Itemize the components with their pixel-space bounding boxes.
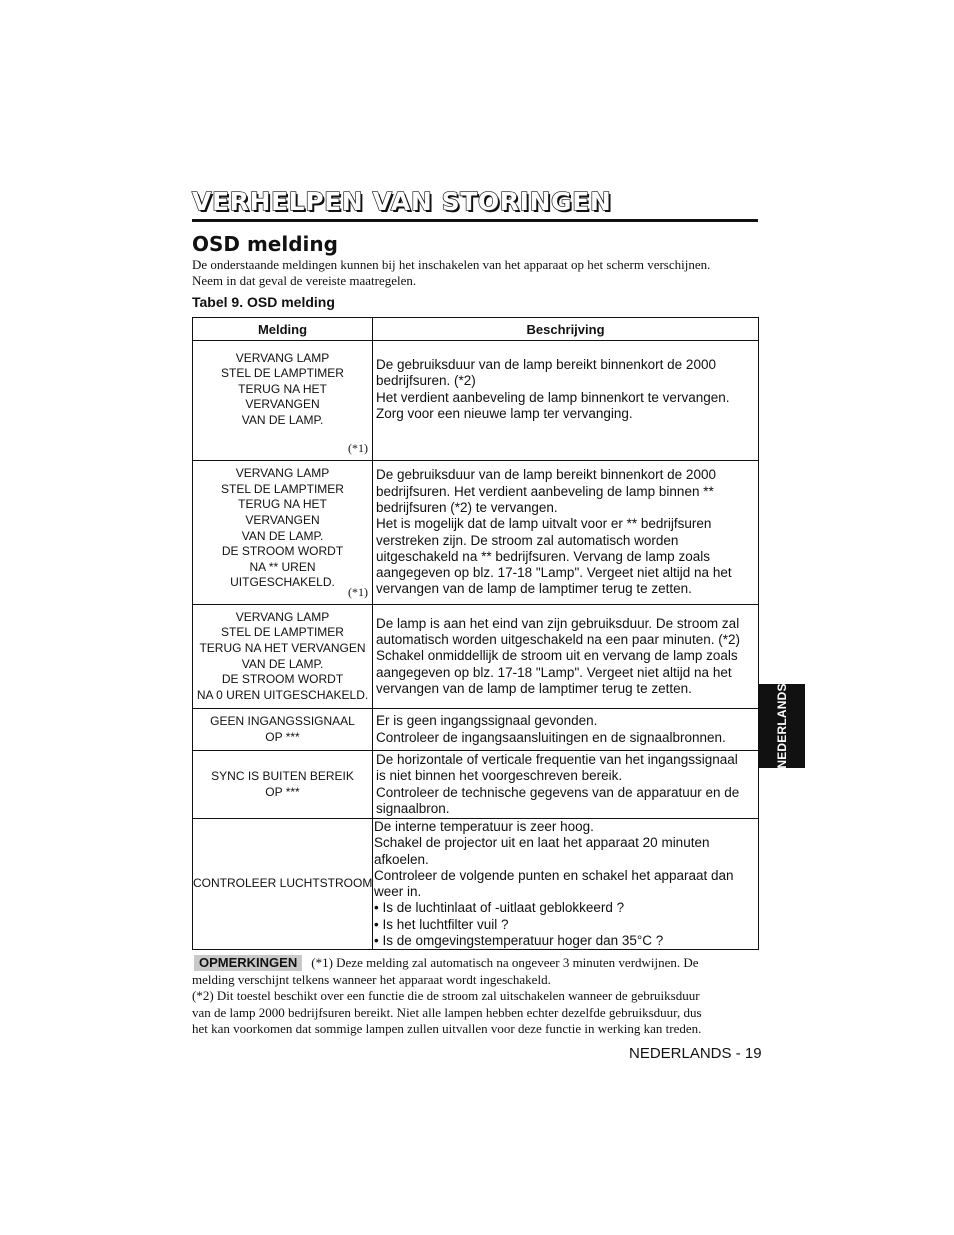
table-header-row bbox=[193, 318, 759, 341]
message-line: VERVANG LAMP bbox=[235, 466, 330, 481]
remarks-first-line bbox=[192, 955, 758, 972]
description-cell bbox=[373, 461, 759, 605]
description-line: is niet binnen het voorgeschreven bereik. bbox=[376, 768, 623, 784]
message-line: VAN DE LAMP. bbox=[241, 412, 324, 427]
description-line: Er is geen ingangssignaal gevonden. bbox=[376, 713, 598, 729]
description-line: bedrijfsuren. (*2) bbox=[376, 373, 476, 389]
page-title: VERHELPEN VAN STORINGEN bbox=[192, 187, 612, 216]
description-cell bbox=[373, 751, 759, 819]
osd-message-table bbox=[192, 317, 759, 950]
message-line: CONTROLEER LUCHTSTROOM bbox=[193, 876, 373, 891]
description-line: De interne temperatuur is zeer hoog. bbox=[374, 819, 594, 834]
message-line: DE STROOM WORDT bbox=[221, 544, 344, 559]
table-caption: Tabel 9. OSD melding bbox=[192, 294, 335, 310]
description-line: Schakel de projector uit en laat het apparaat 20 minuten bbox=[374, 835, 710, 851]
message-line: TERUG NA HET bbox=[238, 497, 327, 512]
table-row bbox=[193, 819, 759, 950]
message-line: VERVANG LAMP bbox=[235, 609, 330, 624]
title-rule bbox=[192, 219, 758, 222]
column-header-message: Melding bbox=[193, 318, 373, 341]
intro-line: Neem in dat geval de vereiste maatregelen. bbox=[192, 273, 417, 288]
description-line: De gebruiksduur van de lamp bereikt binnenkort de 2000 bbox=[376, 356, 716, 372]
description-cell bbox=[373, 341, 759, 461]
description-line: signaalbron. bbox=[376, 800, 450, 816]
description-line: weer in. bbox=[374, 884, 422, 900]
description-line: Controleer de volgende punten en schakel het apparaat dan bbox=[374, 867, 734, 883]
remark-line: (*2) Dit toestel beschikt over een functie die de stroom zal uitschakelen wanneer de gebruiksduur bbox=[192, 988, 700, 1004]
description-line: Schakel onmiddellijk de stroom uit en vervang de lamp zoals bbox=[376, 648, 738, 664]
description-line: • Is het luchtfilter vuil ? bbox=[374, 916, 509, 932]
message-line: SYNC IS BUITEN BEREIK bbox=[211, 768, 354, 783]
message-line: DE STROOM WORDT bbox=[221, 672, 344, 687]
footnote-ref: (*1) bbox=[348, 585, 368, 600]
message-cell bbox=[193, 751, 373, 819]
message-line: UITGESCHAKELD. bbox=[230, 575, 335, 590]
description-line: Controleer de ingangsaansluitingen en de signaalbronnen. bbox=[376, 729, 726, 745]
description-line: bedrijfsuren. Het verdient aanbeveling de lamp binnen ** bbox=[376, 483, 714, 499]
description-line: uitgeschakeld na ** bedrijfsuren. Vervang de lamp zoals bbox=[376, 548, 710, 564]
remark-line: van de lamp 2000 bedrijfsuren bereikt. Niet alle lampen hebben echter dezelfde gebruiksduur, dus bbox=[192, 1004, 702, 1020]
message-line: VAN DE LAMP. bbox=[241, 528, 324, 543]
description-line: bedrijfsuren (*2) te vervangen. bbox=[376, 499, 558, 515]
table-row bbox=[193, 341, 759, 461]
remark-line: melding verschijnt telkens wanneer het apparaat wordt ingeschakeld. bbox=[192, 971, 551, 987]
message-cell bbox=[193, 605, 373, 709]
message-cell bbox=[193, 461, 373, 605]
description-line: Zorg voor een nieuwe lamp ter vervanging. bbox=[376, 405, 633, 421]
intro-text bbox=[192, 257, 758, 289]
section-title: OSD melding bbox=[192, 232, 338, 256]
description-cell bbox=[373, 709, 759, 751]
description-line: Controleer de technische gegevens van de apparatuur en de bbox=[376, 784, 740, 800]
footnote-ref: (*1) bbox=[348, 441, 368, 456]
column-header-description: Beschrijving bbox=[373, 318, 759, 341]
message-line: NA ** UREN bbox=[249, 559, 316, 574]
table-row bbox=[193, 751, 759, 819]
description-line: Het verdient aanbeveling de lamp binnenkort te vervangen. bbox=[376, 389, 730, 405]
description-line: aangegeven op blz. 17-18 "Lamp". Vergeet niet altijd na het bbox=[376, 664, 732, 680]
description-cell bbox=[373, 605, 759, 709]
message-cell bbox=[193, 341, 373, 461]
message-line: VERVANGEN bbox=[245, 397, 320, 412]
remarks-block bbox=[192, 955, 758, 1038]
page-content bbox=[192, 186, 758, 1038]
description-line: afkoelen. bbox=[374, 851, 429, 867]
remark-line: het kan voorkomen dat sommige lampen zullen uitvallen voor deze functie in werking kan treden. bbox=[192, 1021, 702, 1037]
message-line: STEL DE LAMPTIMER bbox=[221, 481, 344, 496]
message-cell bbox=[193, 819, 373, 950]
remarks-label: OPMERKINGEN bbox=[194, 955, 302, 971]
message-line: STEL DE LAMPTIMER bbox=[221, 366, 344, 381]
description-cell bbox=[373, 819, 759, 950]
table-row bbox=[193, 709, 759, 751]
message-line: OP *** bbox=[265, 729, 300, 744]
message-line: OP *** bbox=[265, 784, 300, 799]
description-line: De horizontale of verticale frequentie van het ingangssignaal bbox=[376, 751, 738, 767]
description-line: Het is mogelijk dat de lamp uitvalt voor er ** bedrijfsuren bbox=[376, 516, 712, 532]
description-line: vervangen van de lamp de lamptimer terug te zetten. bbox=[376, 581, 692, 597]
message-line: GEEN INGANGSSIGNAAL bbox=[210, 713, 355, 728]
description-line: • Is de luchtinlaat of -uitlaat geblokkeerd ? bbox=[374, 900, 625, 916]
intro-line: De onderstaande meldingen kunnen bij het inschakelen van het apparaat op het scherm verschijnen. bbox=[192, 257, 711, 272]
table-row bbox=[193, 605, 759, 709]
message-line: VERVANGEN bbox=[245, 512, 320, 527]
language-side-tab bbox=[758, 684, 805, 768]
description-line: • Is de omgevingstemperatuur hoger dan 35°C ? bbox=[374, 933, 664, 949]
description-line: De gebruiksduur van de lamp bereikt binnenkort de 2000 bbox=[376, 467, 716, 483]
description-line: verstreken zijn. De stroom zal automatisch worden bbox=[376, 532, 679, 548]
page-number: NEDERLANDS - 19 bbox=[629, 1045, 762, 1062]
message-line: NA 0 UREN UITGESCHAKELD. bbox=[196, 687, 369, 702]
message-cell bbox=[193, 709, 373, 751]
table-row bbox=[193, 461, 759, 605]
message-line: TERUG NA HET bbox=[238, 381, 327, 396]
message-line: VERVANG LAMP bbox=[235, 350, 330, 365]
description-line: De lamp is aan het eind van zijn gebruiksduur. De stroom zal bbox=[376, 615, 740, 631]
message-line: VAN DE LAMP. bbox=[241, 656, 324, 671]
description-line: automatisch worden uitgeschakeld na een paar minuten. (*2) bbox=[376, 632, 740, 648]
message-line: STEL DE LAMPTIMER bbox=[221, 625, 344, 640]
message-line: TERUG NA HET VERVANGEN bbox=[199, 640, 366, 655]
description-line: aangegeven op blz. 17-18 "Lamp". Vergeet niet altijd na het bbox=[376, 565, 732, 581]
description-line: vervangen van de lamp de lamptimer terug te zetten. bbox=[376, 680, 692, 696]
remark-text: (*1) Deze melding zal automatisch na ongeveer 3 minuten verdwijnen. De bbox=[311, 955, 699, 971]
language-side-tab-label: NEDERLANDS bbox=[774, 683, 789, 769]
